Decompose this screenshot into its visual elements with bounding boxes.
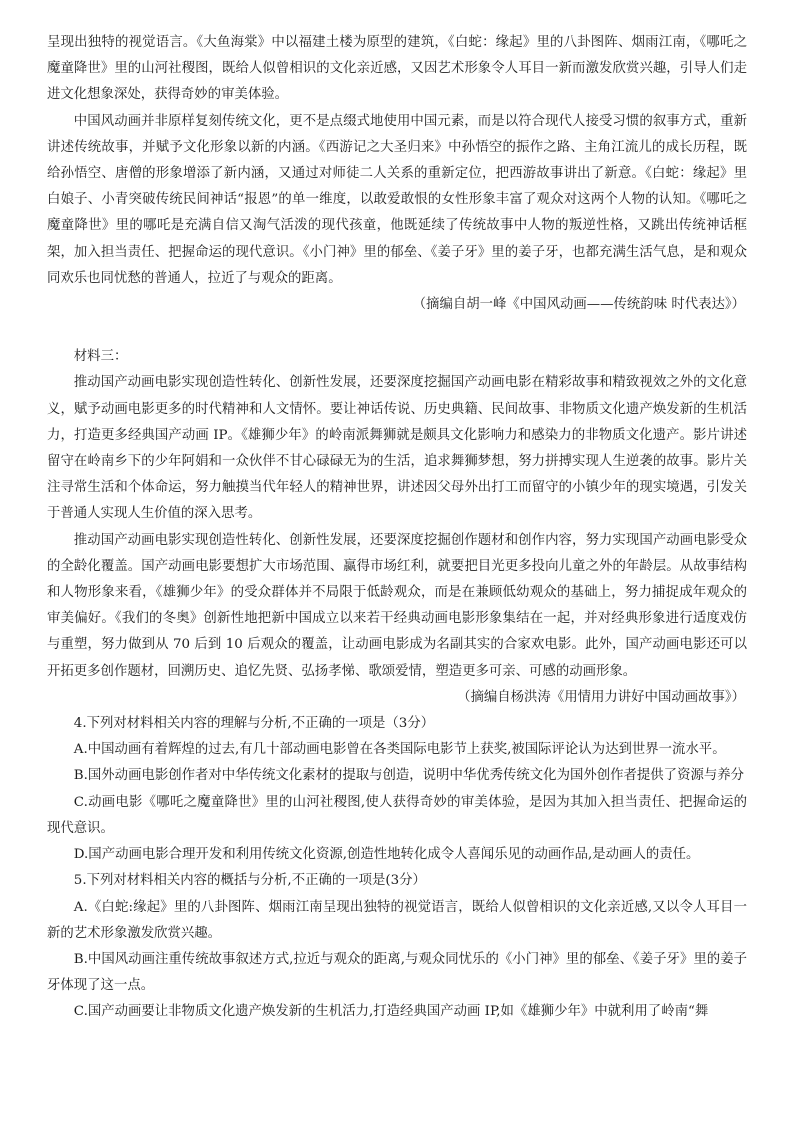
question-4-option-b: B.国外动画电影创作者对中华传统文化素材的提取与创造，说明中华优秀传统文化为国外创作者提供了资源与养分 (73, 768, 745, 784)
question-4-option-a: A.中国动画有着辉煌的过去,有几十部动画电影曾在各类国际电影节上获奖,被国际评论认为达到世界一流水平。 (73, 742, 726, 758)
question-5-option-b: B.中国风动画注重传统故事叙述方式,拉近与观众的距离,与观众同忧乐的《小门神》里的郁垒、《姜子牙》里的姜子牙体现了这一点。 (47, 951, 747, 994)
material2-source: （摘编自胡一峰《中国风动画——传统韵味 时代表达》） (412, 297, 745, 313)
question-5-stem: 5.下列对材料相关内容的概括与分析,不正确的一项是(3分） (73, 873, 426, 889)
question-4-option-c: C.动画电影《哪吒之魔童降世》里的山河社稷图,使人获得奇妙的审美体验，是因为其加入担当责任、把握命运的现代意识。 (47, 794, 747, 836)
material2-paragraph: 中国风动画并非原样复刻传统文化，更不是点缀式地使用中国元素，而是以符合现代人接受习惯的叙事方式，重新讲述传统故事，并赋予文化形象以新的内涵。《西游记之大圣归来》中孙悟空的振作之路、主角江流儿的成长历程，既给孙悟空、唐僧的形象增添了新内涵，又通过对师徒二人关系的重新定位，把西游故事讲出了新意。《白蛇：缘起》里白娘子、小青突破传统民间神话“报恩”的单一维度，以敢爱敢恨的女性形象丰富了观众对这两个人物的认知。《哪吒之魔童降世》里的哪吒是充满自信又淘气活泼的现代孩童，他既延续了传统故事中人物的叛逆性格，又跳出传统神话框架，加入担当责任、把握命运的现代意识。《小门神》里的郁垒、《姜子牙》里的姜子牙，也都充满生活气息，是和观众同欢乐也同忧愁的普通人，拉近了与观众的距离。 (47, 113, 747, 286)
material3-heading: 材料三： (73, 349, 128, 365)
question-4-stem: 4.下列对材料相关内容的理解与分析,不正确的一项是（3分） (73, 716, 435, 732)
exam-page (47, 30, 747, 1026)
material3-paragraph-2: 推动国产动画电影实现创造性转化、创新性发展，还要深度挖掘创作题材和创作内容，努力实现国产动画电影受众的全龄化覆盖。国产动画电影要想扩大市场范围、赢得市场红利，就要把目光更多投向儿童之外的年龄层。从故事结构和人物形象来看，《雄狮少年》的受众群体并不局限于低龄观众，而是在兼顾低幼观众的基础上，努力捕捉成年观众的审美偏好。《我们的冬奥》创新性地把新中国成立以来若干经典动画电影形象集结在一起，并对经典形象进行适度戏仿与重塑，努力做到从 70 后到 10 后观众的覆盖，让动画电影成为名副其实的合家欢电影。此外，国产动画电影还可以开拓更多创作题材，回溯历史、追忆先贤、弘扬孝悌、歌颂爱情，塑造更多可亲、可感的动画形象。 (47, 532, 747, 679)
question-5-option-a: A.《白蛇:缘起》里的八卦图阵、烟雨江南呈现出独特的视觉语言，既给人似曾相识的文化亲近感,又以令人耳目一新的艺术形象激发欣赏兴趣。 (47, 899, 747, 941)
material3-source: （摘编自杨洪涛《用情用力讲好中国动画故事》） (457, 689, 745, 705)
material2-paragraph-continued: 呈现出独特的视觉语言。《大鱼海棠》中以福建土楼为原型的建筑，《白蛇：缘起》里的八卦图阵、烟雨江南，《哪吒之魔童降世》里的山河社稷图，既给人似曾相识的文化亲近感，又因艺术形象令人耳目一新而激发欣赏兴趣，引导人们走进文化想象深处，获得奇妙的审美体验。 (47, 35, 747, 103)
material3-paragraph-1: 推动国产动画电影实现创造性转化、创新性发展，还要深度挖掘国产动画电影在精彩故事和精致视效之外的文化意义，赋予动画电影更多的时代精神和人文情怀。要让神话传说、历史典籍、民间故事、非物质文化遗产焕发新的生机活力，打造更多经典国产动画 IP。《雄狮少年》的岭南派舞狮就是颇具文化影响力和感染力的非物质文化遗产。影片讲述留守在岭南乡下的少年阿娟和一众伙伴不甘心碌碌无为的生活，追求舞狮梦想，努力拼搏实现人生逆袭的故事。影片关注寻常生活和个体命运，努力触摸当代年轻人的精神世界，讲述因父母外出打工而留守的小镇少年的现实境遇，引发关于普通人实现人生价值的深入思考。 (47, 375, 747, 522)
question-4-option-d: D.国产动画电影合理开发和利用传统文化资源,创造性地转化成令人喜闻乐见的动画作品,是动画人的责任。 (73, 847, 700, 863)
question-5-option-c: C.国产动画要让非物质文化遗产焕发新的生机活力,打造经典国产动画 IP,如《雄狮少年》中就利用了岭南“舞 (73, 1004, 709, 1020)
section-spacer (47, 318, 747, 344)
